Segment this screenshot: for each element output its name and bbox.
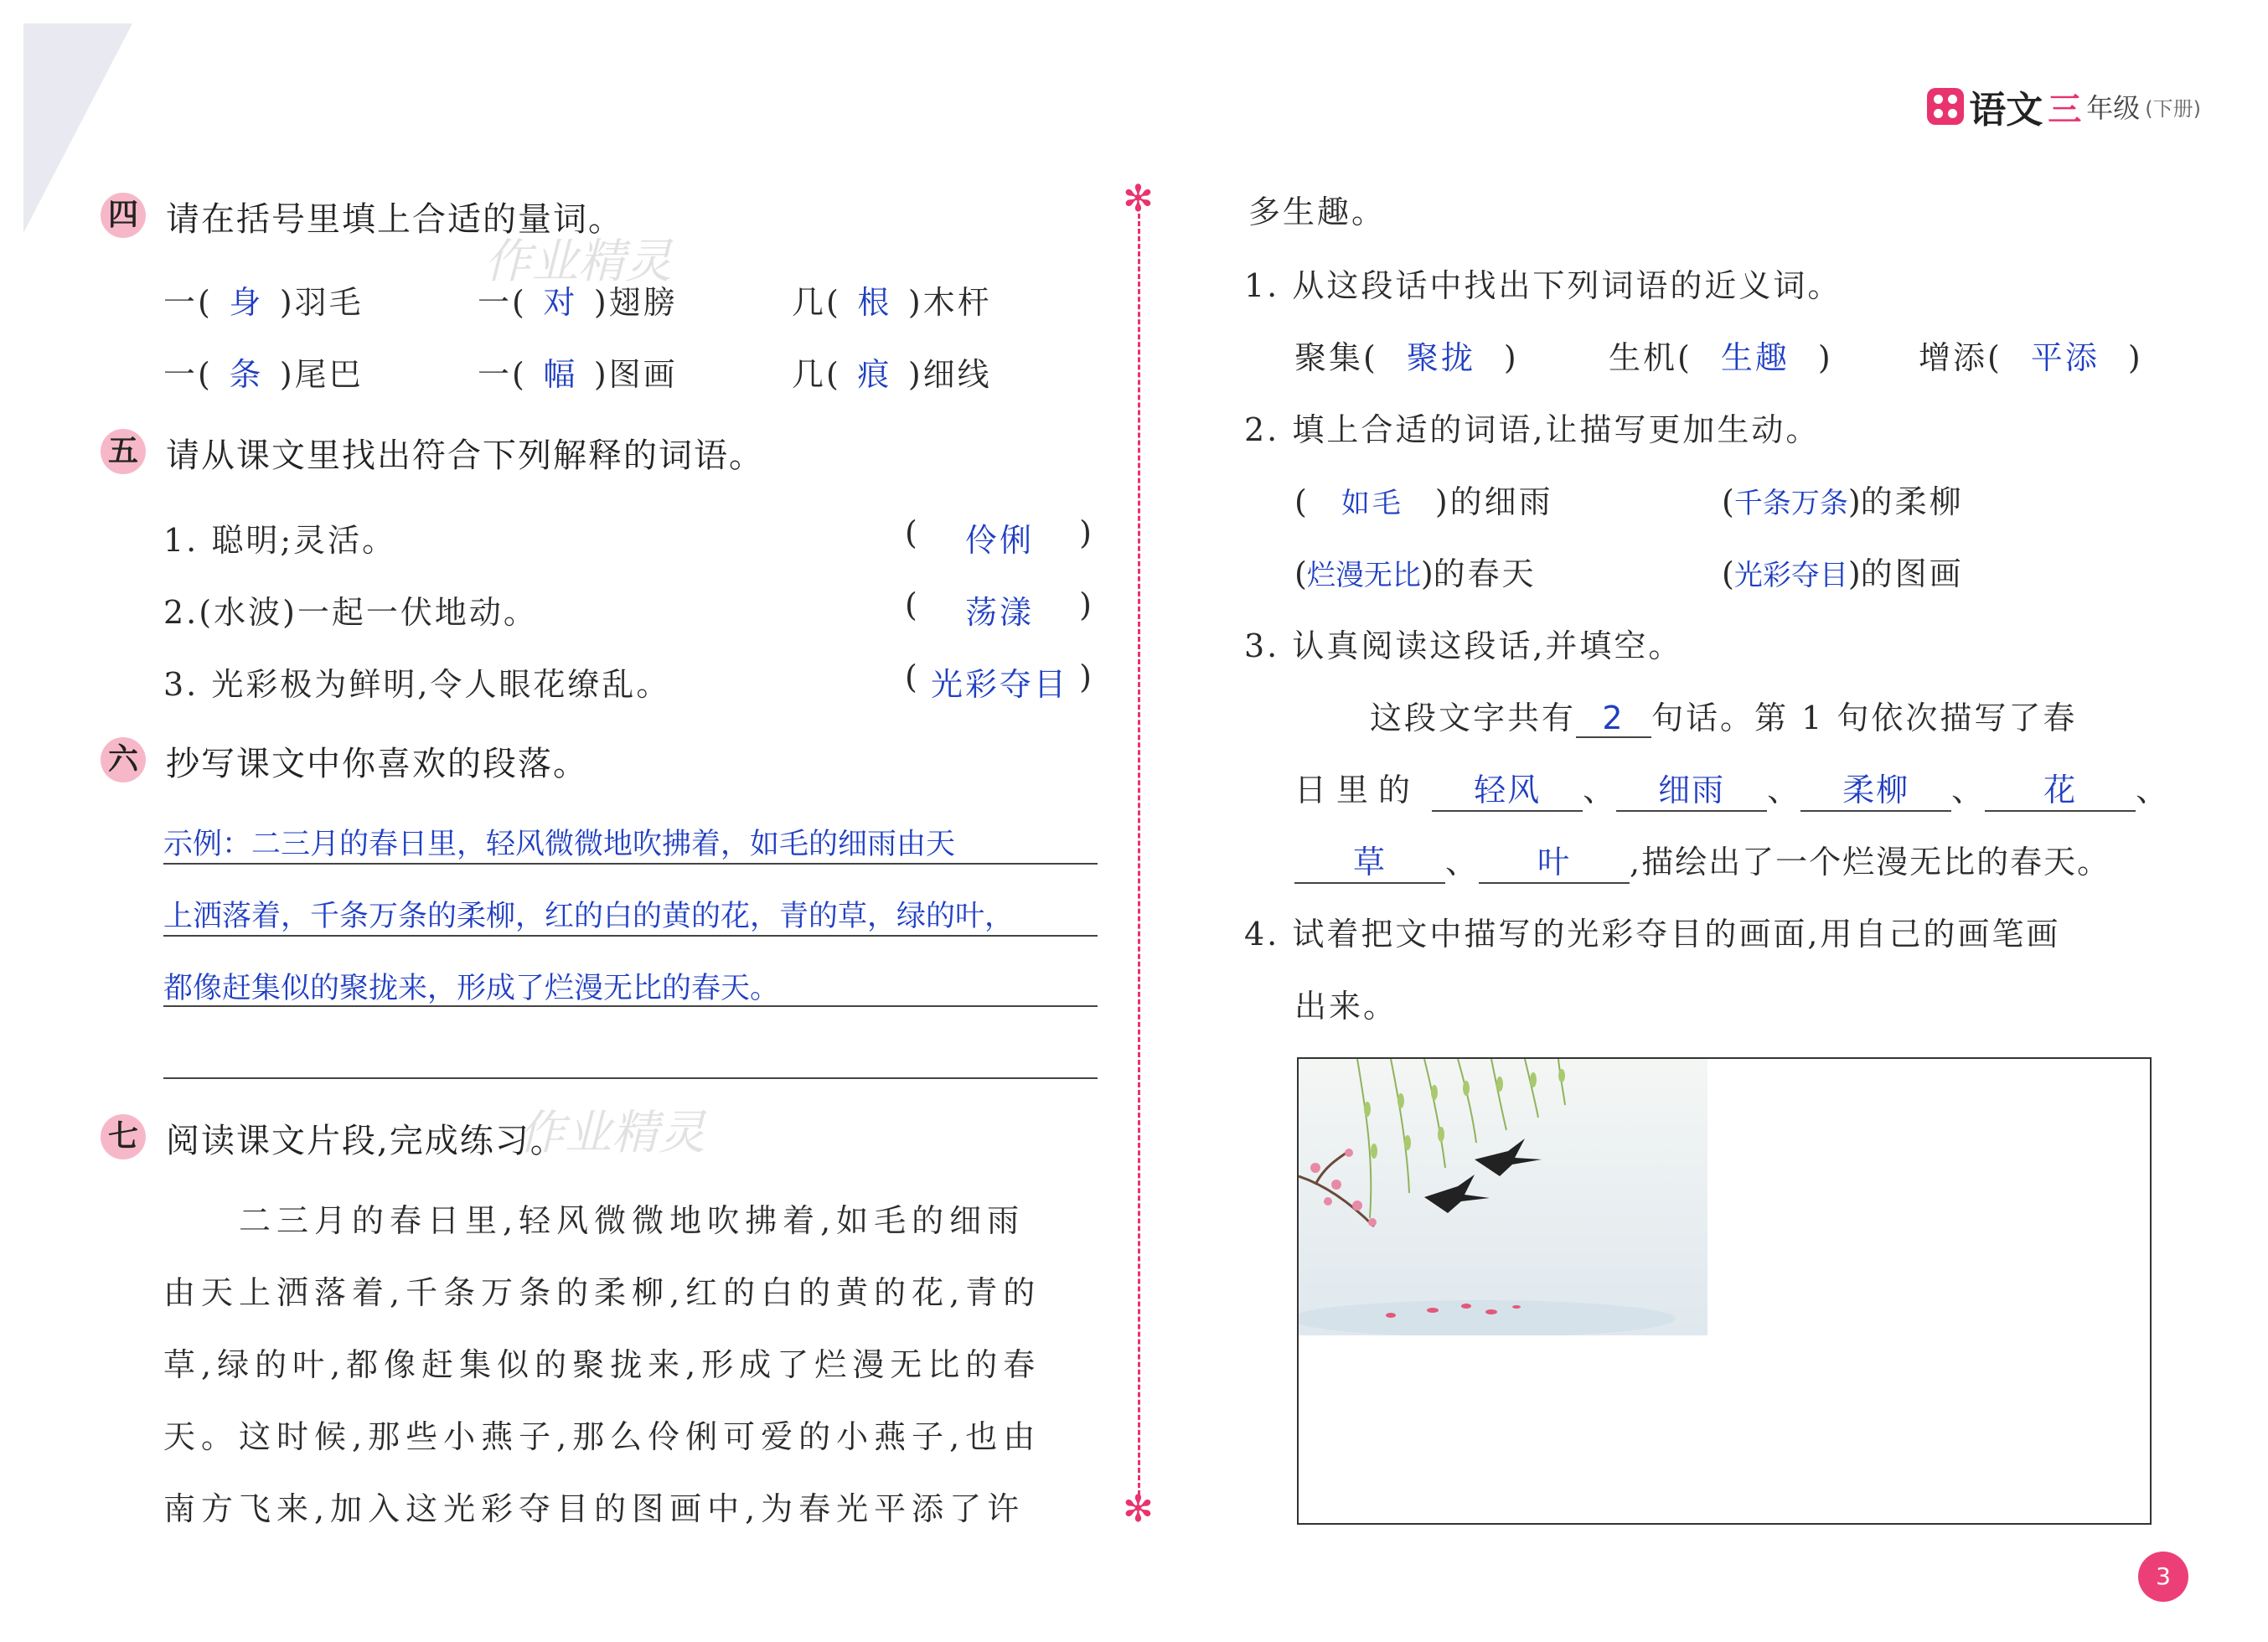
section-badge: 六 — [101, 737, 146, 782]
fill-item: (光彩夺目)的图画 — [1722, 555, 1964, 592]
definition-question: 3. 光彩极为鲜明,令人眼花缭乱。 — [163, 666, 671, 703]
writing-line — [163, 863, 1098, 865]
question-1: 1. 从这段话中找出下列词语的近义词。 — [1244, 267, 1842, 304]
definition-question: 2.(水波)一起一伏地动。 — [163, 594, 538, 631]
measure-item: 几( 根 )木杆 — [792, 276, 992, 323]
writing-line — [163, 935, 1098, 937]
synonym-item: 生机( 生趣 ) — [1609, 339, 1833, 376]
question-4-continuation: 出来。 — [1294, 988, 1398, 1025]
copy-line: 上洒落着，千条万条的柔柳，红的白的黄的花，青的草，绿的叶， — [163, 900, 1015, 933]
fill-sentence: 这段文字共有 2 句话。第 1 句依次描写了春 — [1370, 700, 2078, 736]
passage-continuation: 多生趣。 — [1248, 194, 1387, 230]
question-2: 2. 填上合适的词语,让描写更加生动。 — [1244, 411, 1821, 448]
column-divider — [1138, 214, 1140, 1495]
brand-logo-icon — [1927, 88, 1964, 125]
grade-number: 三 — [2048, 90, 2082, 129]
measure-item: 一( 身 )羽毛 — [163, 276, 364, 323]
watermark: 作业精灵 — [484, 235, 672, 289]
section-badge: 五 — [101, 429, 146, 474]
fill-sentence: 日里的 轻风 、 细雨 、 柔柳 、 花 、 — [1294, 764, 2169, 812]
writing-line — [163, 1005, 1098, 1007]
fill-item: (千条万条)的柔柳 — [1722, 483, 1964, 520]
passage-line: 由天上洒落着,千条万条的柔柳,红的白的黄的花,青的 — [163, 1274, 1041, 1311]
star-icon: ✻ — [1123, 1488, 1154, 1531]
synonym-item: 聚集( 聚拢 ) — [1294, 339, 1519, 376]
willow-swallow-painting — [1299, 1059, 1707, 1335]
reading-passage — [163, 1185, 1093, 1545]
answer: 身 — [229, 284, 264, 321]
section-badge: 七 — [101, 1114, 146, 1159]
answer-blank: 花 — [1985, 764, 2136, 812]
header-brand — [1927, 77, 2201, 136]
grade-word: 年级 — [2086, 92, 2141, 124]
section-title: 阅读课文片段,完成练习。 — [166, 1122, 566, 1160]
subject-title: 语文 — [1969, 89, 2043, 132]
section-title: 请从课文里找出符合下列解释的词语。 — [166, 436, 764, 475]
definition-question: 1. 聪明;灵活。 — [163, 522, 397, 559]
passage-line: 南方飞来,加入这光彩夺目的图画中,为春光平添了许 — [163, 1490, 1026, 1527]
star-icon: ✻ — [1123, 178, 1154, 220]
passage-line: 二三月的春日里,轻风微微地吹拂着,如毛的细雨 — [239, 1202, 1026, 1239]
question-4: 4. 试着把文中描写的光彩夺目的画面,用自己的画笔画 — [1244, 916, 2061, 953]
question-3: 3. 认真阅读这段话,并填空。 — [1244, 627, 1683, 664]
definition-answer: ( 光彩夺目 ) — [905, 658, 1094, 703]
section-badge: 四 — [101, 193, 146, 238]
copy-line: 示例：二三月的春日里，轻风微微地吹拂着，如毛的细雨由天 — [163, 828, 956, 861]
answer-blank: 叶 — [1479, 836, 1630, 884]
synonym-item: 增添( 平添 ) — [1919, 339, 2143, 376]
copy-line: 都像赶集似的聚拢来，形成了烂漫无比的春天。 — [163, 972, 780, 1005]
section-title: 抄写课文中你喜欢的段落。 — [166, 745, 588, 783]
answer: 条 — [229, 356, 264, 393]
answer-blank: 轻风 — [1432, 764, 1583, 812]
measure-item: 几( 痕 )细线 — [792, 349, 992, 395]
passage-line: 草,绿的叶,都像赶集似的聚拢来,形成了烂漫无比的春 — [163, 1346, 1041, 1383]
measure-item: 一( 对 )翅膀 — [478, 276, 678, 323]
definition-answer: ( 伶俐 ) — [905, 514, 1094, 559]
answer: 幅 — [543, 356, 578, 393]
fill-sentence: 草 、 叶 ,描绘出了一个烂漫无比的春天。 — [1294, 836, 2110, 884]
section-title: 请在括号里填上合适的量词。 — [166, 200, 623, 239]
measure-item: 一( 幅 )图画 — [478, 349, 678, 395]
answer-blank: 草 — [1294, 836, 1445, 884]
answer: 根 — [857, 284, 892, 321]
page-number: 3 — [2138, 1552, 2188, 1602]
passage-line: 天。这时候,那些小燕子,那么伶俐可爱的小燕子,也由 — [163, 1418, 1041, 1455]
answer-blank: 细雨 — [1616, 764, 1767, 812]
measure-item: 一( 条 )尾巴 — [163, 349, 364, 395]
answer-blank: 柔柳 — [1800, 764, 1951, 812]
fill-item: (烂漫无比)的春天 — [1294, 555, 1537, 592]
writing-line — [163, 1077, 1098, 1079]
volume-label: (下册) — [2145, 96, 2201, 121]
watermark: 作业精灵 — [518, 1106, 705, 1160]
answer: 对 — [543, 284, 578, 321]
answer: 痕 — [857, 356, 892, 393]
fill-item: ( 如毛 )的细雨 — [1294, 483, 1553, 520]
answer-blank: 2 — [1576, 700, 1651, 738]
definition-answer: ( 荡漾 ) — [905, 586, 1094, 631]
